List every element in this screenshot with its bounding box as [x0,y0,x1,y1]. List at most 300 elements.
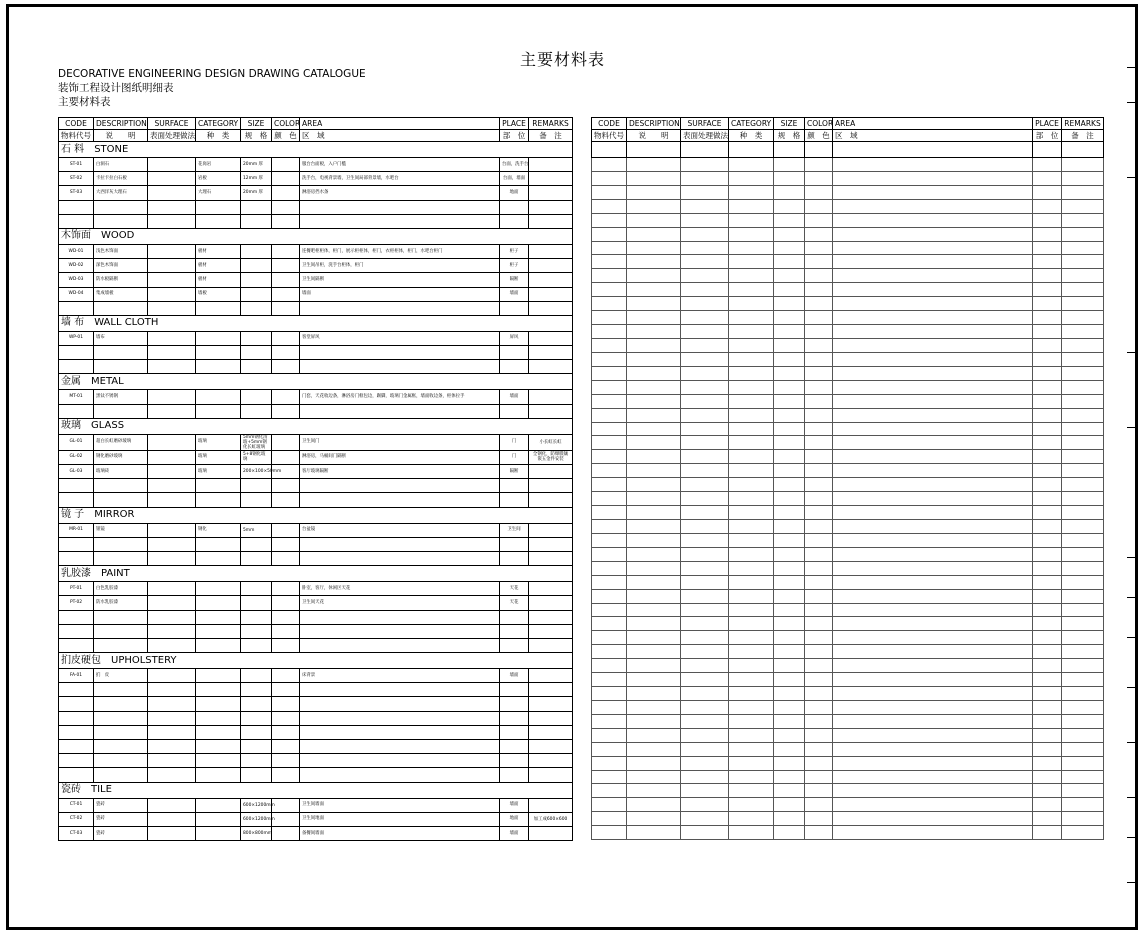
cell-category: 墙板 [196,287,241,301]
section-header-row [59,507,573,523]
blank-row [592,519,1104,533]
catalogue-title-en: DECORATIVE ENGINEERING DESIGN DRAWING CATALOGUE [58,68,366,80]
blank-row [592,645,1104,659]
blank-row [592,673,1104,687]
blank-row [592,492,1104,506]
cell-place: 墙面 [500,287,529,301]
cell-color [272,390,300,404]
cell-desc: 防水乳胶漆 [94,596,148,610]
blank-row [592,325,1104,339]
blank-row [59,740,573,754]
cell-category: 玻璃 [196,465,241,479]
cell-place: 墙面 [500,390,529,404]
header-row-en [59,118,573,130]
cell-area: 台盆镜 [300,523,500,537]
material-row [59,523,573,537]
cell-area: 卫生间门 [300,434,500,450]
material-row [59,434,573,450]
cell-remarks: 全钢化，防爆膜镶嵌五金件安装 [529,450,573,464]
blank-row [592,659,1104,673]
blank-row [592,742,1104,756]
cell-category: 岩板 [196,172,241,186]
material-row [59,273,573,287]
material-row [59,244,573,258]
cell-surface [148,287,196,301]
cell-code: CT-01 [59,798,94,812]
column-header-en: SURFACE [148,118,196,130]
material-row [59,596,573,610]
cell-code: ST-02 [59,172,94,186]
cell-area: 卫生间吊柜，洗手台柜体，柜门 [300,259,500,273]
cell-category: 板材 [196,273,241,287]
blank-row [592,394,1104,408]
cell-surface [148,596,196,610]
cell-size: 5mm [241,523,272,537]
material-row [59,669,573,683]
section-title [59,142,573,158]
cell-code: GL-03 [59,465,94,479]
blank-row [592,728,1104,742]
header-row-en [592,118,1104,130]
cell-category [196,826,241,840]
cell-area: 备餐间墙面 [300,826,500,840]
cell-surface [148,523,196,537]
blank-row [592,450,1104,464]
cell-surface [148,244,196,258]
cell-place: 天花 [500,582,529,596]
blank-row [59,301,573,315]
blank-row [59,551,573,565]
cell-surface [148,826,196,840]
column-header-zh: 物料代号 [592,130,627,142]
cell-color [272,596,300,610]
cell-desc: 银镜 [94,523,148,537]
blank-row [592,158,1104,172]
cell-surface [148,465,196,479]
blank-row [592,338,1104,352]
section-title [59,374,573,390]
cell-code: MT-01 [59,390,94,404]
column-header-en: REMARKS [1062,118,1104,130]
cell-code: MR-01 [59,523,94,537]
cell-remarks [529,158,573,172]
cell-category: 花岗岩 [196,158,241,172]
cell-category [196,596,241,610]
cell-desc: 玻璃砖 [94,465,148,479]
column-header-en: PLACE [1033,118,1062,130]
cell-color [272,798,300,812]
cell-area: 卫生间墙面 [300,798,500,812]
cell-place: 地面 [500,812,529,826]
blank-row [59,711,573,725]
cell-place: 隔断 [500,465,529,479]
column-header-zh: 区 域 [833,130,1033,142]
column-header-en: CATEGORY [729,118,774,130]
material-row [59,287,573,301]
column-header-zh: 种 类 [729,130,774,142]
blank-row [592,798,1104,812]
blank-row [592,784,1104,798]
cell-area: 客堂屏风 [300,331,500,345]
cell-size: 5+8钢化玻璃 [241,450,272,464]
blank-row [592,617,1104,631]
cell-place: 屏风 [500,331,529,345]
cell-desc: 瓷砖 [94,812,148,826]
cell-remarks [529,172,573,186]
cell-area: 卫生间地面 [300,812,500,826]
cell-code: GL-02 [59,450,94,464]
cell-color [272,812,300,826]
section-title-zh: 石 料 [61,143,85,155]
section-title [59,566,573,582]
blank-row [592,826,1104,840]
blank-row [59,537,573,551]
column-header-en: COLOR [272,118,300,130]
cell-desc: 黑钛不锈钢 [94,390,148,404]
section-title-en: UPHOLSTERY [111,654,177,666]
cell-area: 洗手台，电视背景墙，卫生间局部背景墙，水吧台 [300,172,500,186]
column-header-en: SURFACE [681,118,729,130]
section-header-row [59,418,573,434]
cell-color [272,244,300,258]
cell-code: WD-02 [59,259,94,273]
section-title-en: TILE [91,784,112,796]
blank-row [59,697,573,711]
blank-row [592,561,1104,575]
section-title-en: GLASS [91,420,125,432]
cell-size: 200×100×50mm [241,465,272,479]
cell-color [272,669,300,683]
section-header-row [59,566,573,582]
blank-row [59,624,573,638]
blank-row [592,422,1104,436]
blank-row [592,812,1104,826]
cell-desc: 卡拉卡拉白石板 [94,172,148,186]
column-header-en: REMARKS [529,118,573,130]
cell-category: 玻璃 [196,434,241,450]
column-header-zh: 部 位 [500,130,529,142]
material-row [59,812,573,826]
cell-desc: 瓷砖 [94,826,148,840]
blank-row [59,360,573,374]
cell-desc: 深色木饰面 [94,259,148,273]
cell-place: 墙面 [500,669,529,683]
cell-surface [148,172,196,186]
cell-place: 门 [500,434,529,450]
column-header-zh: 颜 色 [272,130,300,142]
cell-area: 服台台面板，入户门槛 [300,158,500,172]
cell-category [196,331,241,345]
blank-row [59,754,573,768]
blank-row [592,311,1104,325]
column-header-en: PLACE [500,118,529,130]
sheet-subtitle: 主要材料表 [58,96,111,108]
column-header-zh: 说 明 [94,130,148,142]
cell-color [272,259,300,273]
cell-surface [148,259,196,273]
cell-area: 淋浴房，马桶间门隔断 [300,450,500,464]
cell-size [241,669,272,683]
cell-color [272,826,300,840]
cell-size [241,331,272,345]
blank-row [59,725,573,739]
section-title [59,782,573,798]
cell-category [196,812,241,826]
cell-remarks [529,287,573,301]
column-header-zh: 区 域 [300,130,500,142]
blank-row [592,283,1104,297]
cell-surface [148,450,196,464]
section-title-en: PAINT [101,567,130,579]
cell-size [241,244,272,258]
column-header-zh: 表面处理做法 [148,130,196,142]
cell-place: 墙面 [500,826,529,840]
cell-area: 门套，天花收边条，淋浴房门框包边，踢脚，玻璃门金属框，墙面收边条，柜体拉手 [300,390,500,404]
cell-area: 卫生间隔断 [300,273,500,287]
cell-area: 连餐吧柜柜体，柜门，展示柜柜体，柜门，衣柜柜体，柜门，水吧台柜门 [300,244,500,258]
cell-place: 台面，洗手台 [500,158,529,172]
section-header-row [59,653,573,669]
cell-place: 门 [500,450,529,464]
section-title-en: STONE [94,143,129,155]
section-title-en: WALL CLOTH [94,317,159,329]
blank-row [592,380,1104,394]
cell-code: WD-03 [59,273,94,287]
cell-place: 卫生间 [500,523,529,537]
cell-remarks [529,523,573,537]
cell-surface [148,390,196,404]
cell-remarks [529,390,573,404]
blank-row [592,185,1104,199]
blank-row [592,478,1104,492]
blank-row [592,199,1104,213]
cell-color [272,172,300,186]
blank-row [592,352,1104,366]
cell-size: 5mm钢化清玻+5mm钢化长虹玻璃 [241,434,272,450]
section-title-zh: 墙 布 [61,317,85,329]
cell-color [272,158,300,172]
cell-code: CT-02 [59,812,94,826]
column-header-en: SIZE [774,118,805,130]
cell-surface [148,434,196,450]
cell-code: WD-01 [59,244,94,258]
cell-desc: 浅色木饰面 [94,244,148,258]
column-header-en: AREA [300,118,500,130]
cell-remarks [529,798,573,812]
cell-surface [148,798,196,812]
section-title-zh: 乳胶漆 [61,567,91,579]
cell-place: 地面 [500,186,529,200]
cell-desc: 扪 皮 [94,669,148,683]
blank-row [592,603,1104,617]
cell-size [241,596,272,610]
cell-size [241,582,272,596]
blank-row [592,171,1104,185]
cell-size: 600×1200mm [241,798,272,812]
cell-color [272,287,300,301]
material-row [59,826,573,840]
blank-row [59,610,573,624]
cell-area: 墙面 [300,287,500,301]
column-header-en: DESCRIPTION [94,118,148,130]
cell-place: 墙面 [500,798,529,812]
section-title-zh: 玻璃 [61,420,81,432]
material-row [59,582,573,596]
section-title [59,653,573,669]
blank-row [592,547,1104,561]
column-header-zh: 颜 色 [805,130,833,142]
section-header-row [59,782,573,798]
cell-code: ST-03 [59,186,94,200]
column-header-en: DESCRIPTION [627,118,681,130]
blank-row [592,213,1104,227]
section-title-en: MIRROR [94,509,135,521]
cell-category [196,390,241,404]
cell-surface [148,582,196,596]
column-header-en: COLOR [805,118,833,130]
cell-remarks [529,596,573,610]
sheet-edge-ticks [1127,7,1135,927]
material-row [59,465,573,479]
cell-desc: 超白长虹磨砂玻璃 [94,434,148,450]
cell-color [272,523,300,537]
section-title-zh: 扪皮硬包 [61,654,101,666]
cell-place: 天花 [500,596,529,610]
cell-color [272,582,300,596]
cell-desc: 防水板隔断 [94,273,148,287]
cell-category [196,582,241,596]
column-header-zh: 说 明 [627,130,681,142]
cell-desc: 白色乳胶漆 [94,582,148,596]
header-row-zh [592,130,1104,142]
cell-category: 大理石 [196,186,241,200]
cell-code: WP-01 [59,331,94,345]
blank-row [59,404,573,418]
cell-size [241,273,272,287]
blank-row [592,575,1104,589]
cell-size: 20mm 厚 [241,158,272,172]
cell-surface [148,273,196,287]
section-title [59,228,573,244]
cell-category: 玻璃 [196,450,241,464]
section-title-zh: 镜 子 [61,509,85,521]
material-row [59,798,573,812]
blank-row [592,269,1104,283]
section-title-zh: 金属 [61,375,81,387]
blank-row [592,142,1104,158]
material-row [59,450,573,464]
blank-row [592,687,1104,701]
cell-desc: 大西洋灰大理石 [94,186,148,200]
cell-desc: 白洞石 [94,158,148,172]
cell-code: FA-01 [59,669,94,683]
section-title-zh: 木饰面 [61,230,91,242]
cell-area: 床背景 [300,669,500,683]
cell-color [272,331,300,345]
cell-size: 12mm 厚 [241,172,272,186]
blank-row [59,638,573,652]
blank-row [592,241,1104,255]
cell-place: 隔断 [500,273,529,287]
blank-row [592,408,1104,422]
cell-size [241,390,272,404]
blank-row [592,227,1104,241]
section-header-row [59,374,573,390]
cell-area: 卧室，客厅，休闲区天花 [300,582,500,596]
blank-row [592,436,1104,450]
cell-color [272,273,300,287]
cell-desc: 瓷砖 [94,798,148,812]
cell-color [272,450,300,464]
blank-row [592,464,1104,478]
blank-row [592,714,1104,728]
cell-code: PT-01 [59,582,94,596]
page-title: 主要材料表 [520,50,606,69]
column-header-en: AREA [833,118,1033,130]
cell-place: 柜子 [500,259,529,273]
cell-category: 板材 [196,244,241,258]
cell-area: 淋浴房挡水条 [300,186,500,200]
cell-code: PT-02 [59,596,94,610]
blank-row [59,768,573,782]
blank-row [592,770,1104,784]
cell-color [272,186,300,200]
cell-category [196,798,241,812]
cell-remarks [529,582,573,596]
column-header-en: CATEGORY [196,118,241,130]
blank-row [592,506,1104,520]
section-header-row [59,142,573,158]
blank-row [592,366,1104,380]
cell-remarks [529,186,573,200]
cell-area: 客厅玻璃隔断 [300,465,500,479]
blank-row [592,255,1104,269]
cell-remarks [529,465,573,479]
material-table-right [591,117,1104,840]
cell-code: GL-01 [59,434,94,450]
column-header-en: CODE [59,118,94,130]
blank-row [59,214,573,228]
section-title-en: METAL [91,375,124,387]
cell-remarks [529,273,573,287]
cell-desc: 墙布 [94,331,148,345]
cell-size: 600×1200mm [241,812,272,826]
cell-remarks: 小长虹长虹 [529,434,573,450]
cell-size [241,259,272,273]
blank-row [59,683,573,697]
cell-surface [148,812,196,826]
section-title-en: WOOD [101,230,135,242]
blank-row [59,479,573,493]
section-title [59,418,573,434]
material-row [59,172,573,186]
cell-remarks [529,244,573,258]
blank-row [592,297,1104,311]
cell-category [196,669,241,683]
material-row [59,259,573,273]
header-row-zh [59,130,573,142]
cell-size: 20mm 厚 [241,186,272,200]
column-header-zh: 规 格 [241,130,272,142]
material-row [59,186,573,200]
column-header-zh: 物料代号 [59,130,94,142]
column-header-zh: 备 注 [529,130,573,142]
blank-row [59,346,573,360]
section-header-row [59,228,573,244]
cell-place: 台面，墙面 [500,172,529,186]
cell-remarks [529,259,573,273]
column-header-zh: 备 注 [1062,130,1104,142]
